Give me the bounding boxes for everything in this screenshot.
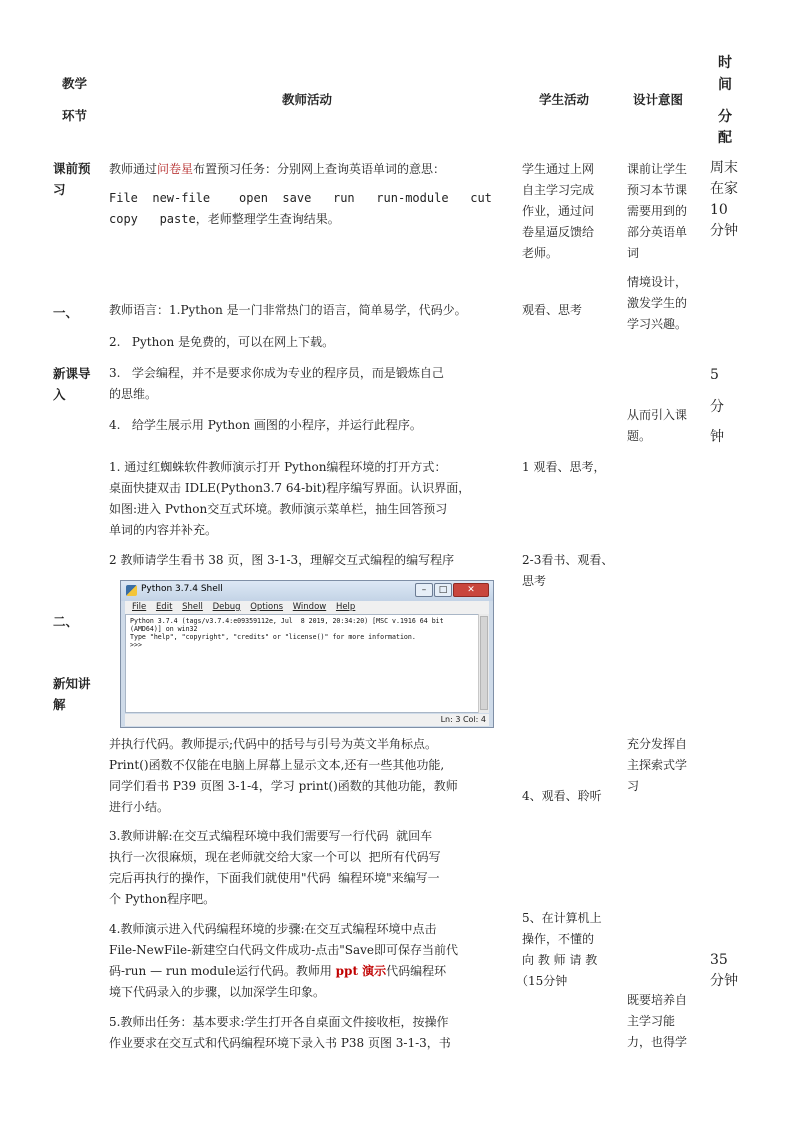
preview-design-3: 需要用到的 [627, 204, 688, 218]
newknow-section-num: 二、 [53, 614, 79, 629]
newknow-p3-1: 3.教师讲解:在交互式编程环境中我们需要写一行代码 就回车 [109, 829, 433, 843]
newknow-student-4c: 向 教 师 请 教 [522, 953, 598, 967]
preview-section-2: 习 [53, 182, 66, 197]
ppt-demo-highlight: ppt 演示 [335, 964, 387, 978]
preview-student-1: 学生通过上网 [522, 162, 595, 176]
newknow-student-2a: 2-3看书、观看、 [522, 553, 614, 567]
header-design: 设计意图 [633, 92, 684, 107]
newknow-p2b-3: 同学们看书 P39 页图 3-1-4，学习 print()函数的其他功能，教师 [109, 779, 458, 793]
menu-help[interactable]: Help [335, 602, 356, 612]
newknow-student-1: 1 观看、思考， [522, 460, 606, 474]
questionnaire-highlight: 问卷星 [157, 162, 194, 176]
python-icon [126, 585, 137, 596]
newknow-section-1: 新知讲 [53, 676, 91, 691]
newknow-design-4: 既要培养自 [627, 993, 688, 1007]
newknow-p4-3 [109, 961, 446, 982]
console-line: Type "help", "copyright", "credits" or "license()" for more information. [130, 633, 416, 641]
newknow-p5-2: 作业要求在交互式和代码编程环境下录入书 P38 页图 3-1-3，书 [109, 1036, 451, 1050]
newknow-time-1: 35 [710, 952, 728, 968]
newknow-design-2: 主探索式学 [627, 758, 688, 772]
newknow-p1-1: 1. 通过红蜘蛛软件教师演示打开 Python编程环境的打开方式： [109, 460, 447, 474]
intro-time-1: 5 [710, 367, 719, 383]
intro-time-2: 分 [710, 399, 724, 415]
shell-scrollbar[interactable] [478, 614, 489, 713]
shell-titlebar [121, 581, 493, 601]
newknow-student-4a: 5、在计算机上 [522, 911, 602, 925]
preview-time-3: 10 [710, 202, 728, 218]
preview-time-1: 周末 [710, 160, 738, 176]
newknow-design-1: 充分发挥自 [627, 737, 688, 751]
newknow-p4-3b: 代码编程环 [386, 964, 447, 978]
newknow-student-4b: 操作，不懂的 [522, 932, 595, 946]
newknow-p1-3: 如图:进入 Pvthon交互式环境。教师演示菜单栏，抽生回答预习 [109, 502, 448, 516]
intro-section-1: 新课导 [53, 366, 91, 381]
newknow-p5-1: 5.教师出任务：基本要求:学生打开各自桌面文件接收柜，按操作 [109, 1015, 449, 1029]
newknow-p2b-2: Print()函数不仅能在电脑上屏幕上显示文本,还有一些其他功能, [109, 758, 445, 772]
shell-menubar [125, 601, 489, 614]
menu-shell[interactable]: Shell [182, 602, 203, 612]
maximize-icon[interactable]: □ [434, 583, 452, 597]
newknow-section-2: 解 [53, 697, 66, 712]
intro-teacher-2: 2. Python 是免费的，可以在网上下载。 [109, 335, 335, 349]
preview-design-5: 词 [627, 246, 640, 260]
newknow-p1-4: 单词的内容并补充。 [109, 523, 218, 537]
newknow-p4-3a: 码-run — run module运行代码。教师用 [109, 964, 336, 978]
menu-options[interactable]: Options [250, 602, 284, 612]
intro-design-2: 激发学生的 [627, 296, 688, 310]
preview-student-2: 自主学习完成 [522, 183, 595, 197]
intro-section-num: 一、 [53, 305, 79, 320]
intro-design-3: 学习兴趣。 [627, 317, 688, 331]
header-section-2: 环节 [62, 108, 88, 123]
header-section-1: 教学 [62, 76, 88, 91]
python-shell-screenshot [120, 580, 494, 728]
preview-student-3: 作业，通过问 [522, 204, 595, 218]
header-time-2: 间 [718, 77, 732, 93]
preview-teacher-line-3: copy paste，老师整理学生查询结果。 [109, 212, 340, 226]
intro-section-2: 入 [53, 387, 66, 402]
header-time-3: 分 [718, 109, 732, 125]
header-time-4: 配 [718, 130, 732, 146]
newknow-p2b-1: 并执行代码。教师提示;代码中的括号与引号为英文半角标点。 [109, 737, 438, 751]
intro-time-3: 钟 [710, 429, 724, 445]
preview-teacher-text-b: 布置预习任务：分别网上查询英语单词的意思： [193, 162, 446, 176]
shell-console[interactable] [125, 614, 479, 713]
menu-file[interactable]: File [132, 602, 147, 612]
newknow-p2: 2 教师请学生看书 38 页，图 3-1-3，理解交互式编程的编写程序 [109, 553, 455, 567]
newknow-design-5: 主学习能 [627, 1014, 676, 1028]
shell-statusbar: Ln: 3 Col: 4 [125, 714, 489, 726]
minimize-icon[interactable]: – [415, 583, 433, 597]
close-icon[interactable]: ✕ [453, 583, 489, 597]
preview-design-1: 课前让学生 [627, 162, 688, 176]
newknow-time-2: 分钟 [710, 973, 738, 989]
newknow-student-4d: （15分钟 [516, 974, 568, 988]
preview-section-1: 课前预 [53, 161, 91, 176]
newknow-p3-4: 个 Python程序吧。 [109, 892, 216, 906]
intro-design-1: 情境设计， [627, 275, 688, 289]
preview-student-4: 卷星逼反馈给 [522, 225, 595, 239]
newknow-p3-3: 完后再执行的操作，下面我们就使用"代码 编程环境"来编写一 [109, 871, 440, 885]
newknow-design-6: 力，也得学 [627, 1035, 688, 1049]
newknow-p3-2: 执行一次很麻烦，现在老师就交给大家一个可以 把所有代码写 [109, 850, 441, 864]
intro-teacher-1: 教师语言：1.Python 是一门非常热门的语言，简单易学，代码少。 [109, 303, 467, 317]
scrollbar-thumb[interactable] [480, 616, 488, 710]
header-time-1: 时 [718, 55, 732, 71]
newknow-p1-2: 桌面快捷双击 IDLE(Python3.7 64-bit)程序编写界面。认识界面， [109, 481, 471, 495]
console-prompt: >>> [130, 641, 146, 649]
newknow-p4-1: 4.教师演示进入代码编程环境的步骤:在交互式编程环境中点击 [109, 922, 437, 936]
menu-window[interactable]: Window [292, 602, 327, 612]
console-line: (AMD64)] on win32 [130, 625, 198, 633]
intro-design-4: 从而引入课 [627, 408, 688, 422]
intro-student: 观看、思考 [522, 303, 583, 317]
console-line: Python 3.7.4 (tags/v3.7.4:e09359112e, Jul 8 2019, 20:34:20) [MSC v.1916 64 bit [130, 617, 444, 625]
newknow-p2b-4: 进行小结。 [109, 800, 170, 814]
intro-teacher-4: 4. 给学生展示用 Python 画图的小程序，并运行此程序。 [109, 418, 422, 432]
menu-debug[interactable]: Debug [212, 602, 241, 612]
preview-time-2: 在家 [710, 181, 738, 197]
newknow-p4-2: File-NewFile-新建空白代码文件成功-点击"Save即可保存当前代 [109, 943, 459, 957]
intro-teacher-3a: 3. 学会编程，并不是要求你成为专业的程序员，而是锻炼自己 [109, 366, 444, 380]
preview-time-4: 分钟 [710, 223, 738, 239]
preview-student-5: 老师。 [522, 246, 559, 260]
preview-teacher-text-a: 教师通过 [109, 162, 158, 176]
preview-design-4: 部分英语单 [627, 225, 688, 239]
header-teacher: 教师活动 [282, 92, 333, 107]
preview-teacher-line-1 [109, 159, 445, 180]
newknow-design-3: 习 [627, 779, 640, 793]
newknow-student-3: 4、观看、聆听 [522, 789, 602, 803]
preview-teacher-line-2: File new-file open save run run-module cut [109, 191, 492, 205]
header-student: 学生活动 [539, 92, 590, 107]
intro-design-5: 题。 [627, 429, 652, 443]
shell-title: Python 3.7.4 Shell [141, 584, 223, 594]
preview-design-2: 预习本节课 [627, 183, 688, 197]
newknow-student-2b: 思考 [522, 574, 547, 588]
newknow-p4-4: 境下代码录入的步骤，以加深学生印象。 [109, 985, 326, 999]
intro-teacher-3b: 的思维。 [109, 387, 158, 401]
menu-edit[interactable]: Edit [155, 602, 173, 612]
